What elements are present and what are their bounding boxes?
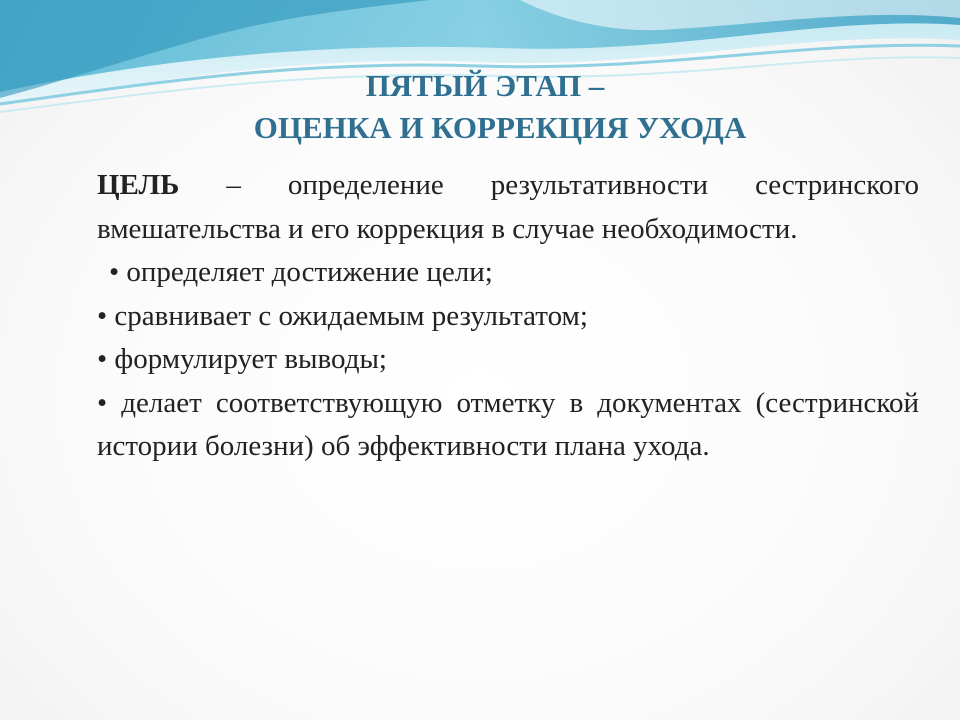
goal-text: – определение результативности сестринского вмешательства и его коррекция в случае необходимости. bbox=[97, 169, 919, 245]
goal-label: ЦЕЛЬ bbox=[97, 169, 180, 201]
goal-paragraph bbox=[97, 164, 919, 251]
bullet-item-3: • формулирует выводы; bbox=[97, 343, 387, 375]
slide-title-line-2: ОЦЕНКА И КОРРЕКЦИЯ УХОДА bbox=[253, 110, 747, 145]
bullet-item-4: • делает соответствующую отметку в документах (сестринской истории болезни) об эффективности плана ухода. bbox=[97, 386, 919, 462]
slide-body bbox=[97, 164, 919, 469]
slide-title-line-1: ПЯТЫЙ ЭТАП – bbox=[365, 68, 605, 103]
bullet-item-1: • определяет достижение цели; bbox=[109, 256, 493, 288]
bullet-item-2: • сравнивает с ожидаемым результатом; bbox=[97, 299, 588, 332]
